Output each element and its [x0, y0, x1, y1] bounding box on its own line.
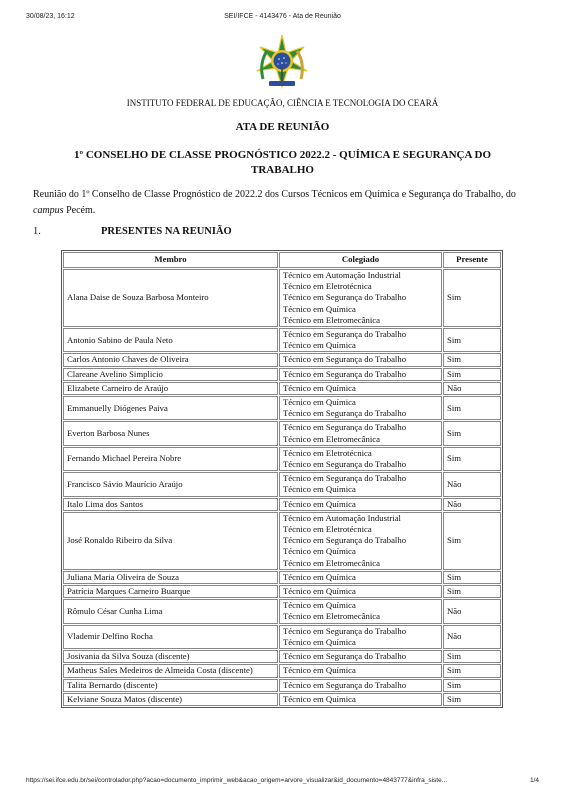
colegiado-cell: [279, 650, 442, 663]
member-name: Carlos Antonio Chaves de Oliveira: [63, 353, 278, 366]
table-row: [63, 585, 501, 598]
colegiado-course: Técnico em Química: [283, 397, 356, 408]
colegiado-course: Técnico em Eletrotécnica: [283, 281, 372, 292]
presence-status: Sim: [443, 512, 501, 570]
colegiado-course: Técnico em Segurança do Trabalho: [283, 473, 407, 484]
colegiado-course: Técnico em Segurança do Trabalho: [283, 422, 407, 433]
colegiado-cell: [279, 353, 442, 366]
table-row: [63, 571, 501, 584]
table-row: [63, 650, 501, 663]
colegiado-cell: [279, 571, 442, 584]
colegiado-course: Técnico em Química: [283, 665, 356, 676]
colegiado-course: Técnico em Eletrotécnica: [283, 447, 372, 458]
colegiado-course: Técnico em Eletromecânica: [283, 611, 380, 622]
colegiado-course: Técnico em Química: [283, 586, 356, 597]
table-row: [63, 693, 501, 706]
presence-status: Sim: [443, 421, 501, 445]
colegiado-course: Técnico em Segurança do Trabalho: [283, 408, 407, 419]
table-row: [63, 368, 501, 381]
table-row: [63, 396, 501, 420]
header-colegiado: Colegiado: [279, 252, 442, 268]
colegiado-course: Técnico em Química: [283, 340, 356, 351]
presence-status: Sim: [443, 396, 501, 420]
member-name: Kelviane Souza Matos (discente): [63, 693, 278, 706]
presence-status: Não: [443, 625, 501, 649]
table-row: [63, 512, 501, 570]
intro-paragraph: [33, 187, 538, 219]
colegiado-cell: [279, 625, 442, 649]
presence-status: Sim: [443, 664, 501, 677]
member-name: Patrícia Marques Carneiro Buarque: [63, 585, 278, 598]
presence-status: Não: [443, 382, 501, 395]
table-row: [63, 599, 501, 623]
brazil-coat-of-arms-emblem: [253, 33, 311, 91]
footer-page-number: 1/4: [529, 777, 539, 784]
colegiado-cell: [279, 382, 442, 395]
colegiado-cell: [279, 498, 442, 511]
member-name: Josivania da Silva Souza (discente): [63, 650, 278, 663]
footer-url: https://sei.ifce.edu.br/sei/controlador.php?acao=documento_imprimir_web&acao_origem=arvore_visualizar&id_documento=4843777&infra_siste...: [26, 777, 448, 784]
colegiado-course: Técnico em Segurança do Trabalho: [283, 368, 407, 379]
presence-status: Sim: [443, 353, 501, 366]
table-row: [63, 625, 501, 649]
presence-status: Não: [443, 472, 501, 496]
member-name: Fernando Michael Pereira Nobre: [63, 447, 278, 471]
section-number: 1.: [33, 226, 41, 237]
member-name: Vlademir Delfino Rocha: [63, 625, 278, 649]
colegiado-course: Técnico em Química: [283, 498, 356, 509]
colegiado-course: Técnico em Eletrotécnica: [283, 524, 372, 535]
table-row: [63, 472, 501, 496]
presence-status: Sim: [443, 693, 501, 706]
document-title: ATA DE REUNIÃO: [235, 121, 330, 133]
colegiado-course: Técnico em Segurança do Trabalho: [283, 535, 407, 546]
colegiado-course: Técnico em Eletromecânica: [283, 433, 380, 444]
presence-status: Sim: [443, 679, 501, 692]
colegiado-cell: [279, 368, 442, 381]
presence-status: Sim: [443, 585, 501, 598]
colegiado-cell: [279, 472, 442, 496]
colegiado-cell: [279, 512, 442, 570]
presence-status: Sim: [443, 650, 501, 663]
member-name: Elizabete Carneiro de Araújo: [63, 382, 278, 395]
member-name: Emmanuelly Diógenes Paiva: [63, 396, 278, 420]
header-membro: Membro: [63, 252, 278, 268]
colegiado-cell: [279, 664, 442, 677]
header-presente: Presente: [443, 252, 501, 268]
presence-status: Não: [443, 599, 501, 623]
print-page-title: SEI/IFCE - 4143476 - Ata de Reunião: [224, 13, 341, 20]
colegiado-course: Técnico em Segurança do Trabalho: [283, 354, 407, 365]
colegiado-course: Técnico em Química: [283, 484, 356, 495]
member-name: Everton Barbosa Nunes: [63, 421, 278, 445]
table-row: [63, 447, 501, 471]
colegiado-course: Técnico em Automação Industrial: [283, 512, 401, 523]
member-name: Clareane Avelino Simplicio: [63, 368, 278, 381]
presence-status: Sim: [443, 447, 501, 471]
colegiado-cell: [279, 585, 442, 598]
institution-name: INSTITUTO FEDERAL DE EDUCAÇÃO, CIÊNCIA E TECNOLOGIA DO CEARÁ: [126, 98, 439, 108]
presence-status: Sim: [443, 328, 501, 352]
document-subtitle: 1º CONSELHO DE CLASSE PROGNÓSTICO 2022.2 - QUÍMICA E SEGURANÇA DO TRABALHO: [73, 149, 492, 176]
member-name: José Ronaldo Ribeiro da Silva: [63, 512, 278, 570]
colegiado-course: Técnico em Química: [283, 382, 356, 393]
intro-text-italic: campus: [33, 205, 64, 216]
colegiado-cell: [279, 599, 442, 623]
colegiado-course: Técnico em Eletromecânica: [283, 557, 380, 568]
presence-status: Sim: [443, 269, 501, 327]
table-row: [63, 328, 501, 352]
print-datetime: 30/08/23, 16:12: [26, 13, 75, 20]
colegiado-cell: [279, 328, 442, 352]
colegiado-cell: [279, 269, 442, 327]
table-row: [63, 421, 501, 445]
member-name: Talita Bernardo (discente): [63, 679, 278, 692]
colegiado-course: Técnico em Segurança do Trabalho: [283, 292, 407, 303]
attendees-table-body: [63, 269, 501, 706]
table-row: [63, 353, 501, 366]
attendees-table: [61, 250, 503, 708]
table-row: [63, 382, 501, 395]
table-row: [63, 269, 501, 327]
member-name: Italo Lima dos Santos: [63, 498, 278, 511]
member-name: Francisco Sávio Maurício Araújo: [63, 472, 278, 496]
colegiado-course: Técnico em Segurança do Trabalho: [283, 625, 407, 636]
member-name: Alana Daise de Souza Barbosa Monteiro: [63, 269, 278, 327]
member-name: Matheus Sales Medeiros de Almeida Costa (discente): [63, 664, 278, 677]
colegiado-course: Técnico em Eletromecânica: [283, 314, 380, 325]
colegiado-course: Técnico em Segurança do Trabalho: [283, 459, 407, 470]
colegiado-course: Técnico em Química: [283, 546, 356, 557]
colegiado-course: Técnico em Segurança do Trabalho: [283, 329, 407, 340]
colegiado-cell: [279, 447, 442, 471]
colegiado-course: Técnico em Automação Industrial: [283, 270, 401, 280]
colegiado-cell: [279, 679, 442, 692]
colegiado-course: Técnico em Química: [283, 636, 356, 647]
colegiado-course: Técnico em Química: [283, 303, 356, 314]
colegiado-course: Técnico em Química: [283, 571, 356, 582]
table-row: [63, 498, 501, 511]
colegiado-course: Técnico em Segurança do Trabalho: [283, 679, 407, 690]
presence-status: Sim: [443, 571, 501, 584]
table-row: [63, 679, 501, 692]
intro-text-start: Reunião do 1º Conselho de Classe Prognóstico de 2022.2 dos Cursos Técnicos em Química e Segurança do Trabalho, do: [33, 189, 516, 200]
colegiado-cell: [279, 421, 442, 445]
member-name: Antonio Sabino de Paula Neto: [63, 328, 278, 352]
member-name: Rômulo César Cunha Lima: [63, 599, 278, 623]
member-name: Juliana Maria Oliveira de Souza: [63, 571, 278, 584]
colegiado-cell: [279, 693, 442, 706]
presence-status: Sim: [443, 368, 501, 381]
intro-text-end: Pecém.: [63, 205, 96, 216]
table-row: [63, 664, 501, 677]
presence-status: Não: [443, 498, 501, 511]
colegiado-course: Técnico em Segurança do Trabalho: [283, 651, 407, 662]
table-header-row: [63, 252, 501, 268]
colegiado-course: Técnico em Química: [283, 693, 356, 704]
colegiado-course: Técnico em Química: [283, 600, 356, 611]
colegiado-cell: [279, 396, 442, 420]
section-title: PRESENTES NA REUNIÃO: [101, 226, 232, 237]
